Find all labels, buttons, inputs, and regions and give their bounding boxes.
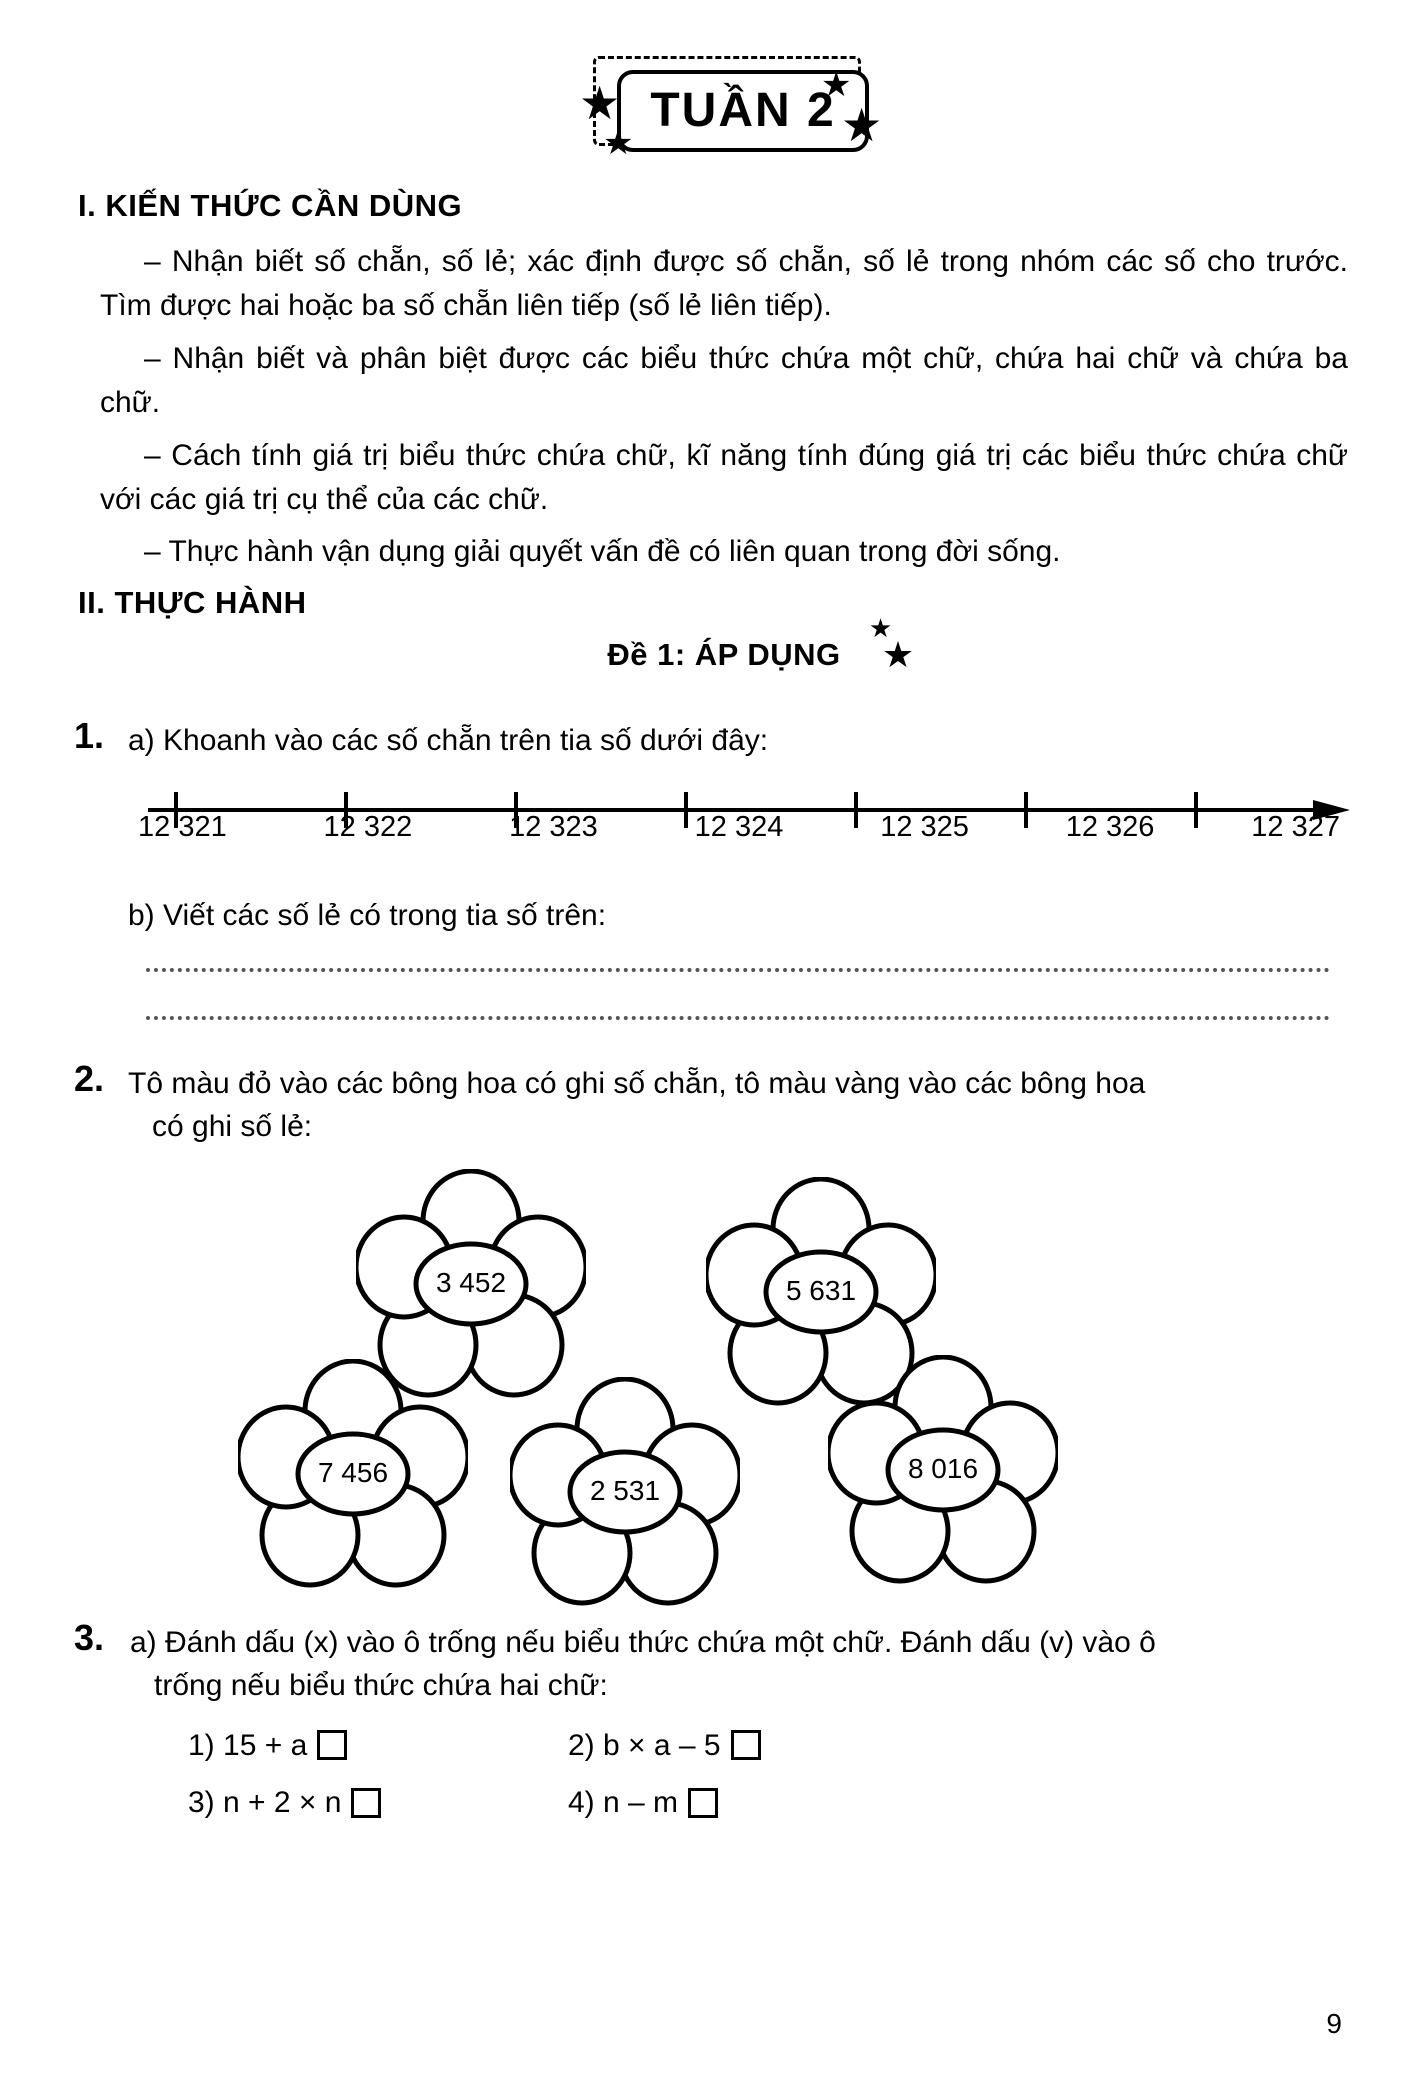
knowledge-bullet-3-text: – Cách tính giá trị biểu thức chứa chữ, kĩ năng tính đúng giá trị các biểu thức chứa chữ với các giá trị cụ thể của các chữ. (100, 438, 1348, 516)
exercise-2-body (100, 1062, 1348, 1603)
knowledge-bullet-4-text: – Thực hành vận dụng giải quyết vấn đề có liên quan trong đời sống. (144, 535, 1061, 569)
exercise-1-part-b-prompt: b) Viết các số lẻ có trong tia số trên: (128, 899, 607, 933)
flower-item[interactable] (828, 1355, 1058, 1585)
option-1[interactable] (188, 1724, 568, 1768)
exercise-3-prompt-line-1: a) Đánh dấu (x) vào ô trống nếu biểu thức chứa một chữ. Đánh dấu (v) vào ô (130, 1625, 1156, 1659)
option-1-label: 1) 15 + a (188, 1728, 308, 1762)
option-3-label: 3) n + 2 × n (188, 1786, 342, 1820)
page-number: 9 (1326, 2008, 1342, 2039)
week-title: TUẦN 2 (650, 84, 836, 137)
option-4-checkbox[interactable] (688, 1788, 718, 1818)
workbook-page (0, 48, 1426, 2096)
number-line-tick-label: 12 327 (1251, 811, 1340, 844)
flower-petals-icon (238, 1359, 468, 1589)
flower-group (128, 1163, 1348, 1603)
page-header (0, 48, 1426, 178)
number-line-tick-label: 12 326 (1065, 811, 1155, 844)
exercise-2-prompt-line-2: có ghi số lẻ: (152, 1110, 313, 1144)
star-icon: ★ (603, 124, 634, 162)
flower-item[interactable] (238, 1359, 468, 1589)
exercise-1 (74, 714, 1348, 1020)
star-icon: ★ (881, 633, 915, 675)
flower-value: 7 456 (317, 1457, 389, 1489)
star-icon: ★ (579, 77, 621, 129)
exercise-3 (74, 1616, 1348, 1825)
option-2-label: 2) b × a – 5 (568, 1728, 721, 1762)
knowledge-bullet-2 (100, 337, 1348, 426)
exercise-3-number: 3. (74, 1616, 105, 1658)
practice-subtitle (607, 612, 915, 675)
option-2-checkbox[interactable] (731, 1730, 761, 1760)
knowledge-bullet-1-text: – Nhận biết số chẵn, số lẻ; xác định được số chẵn, số lẻ trong nhóm các số cho trước. Tìm được hai hoặc ba số chẵn liên tiếp (số lẻ liên tiếp). (100, 245, 1348, 323)
option-1-checkbox[interactable] (317, 1730, 347, 1760)
knowledge-bullet-3 (100, 434, 1348, 523)
option-3-checkbox[interactable] (351, 1788, 381, 1818)
star-icon: ★ (821, 66, 852, 104)
practice-subtitle-row (100, 612, 1348, 693)
page-content (0, 188, 1426, 1825)
flower-value: 8 016 (907, 1453, 979, 1485)
answer-line-2[interactable] (146, 1016, 1330, 1020)
practice-subtitle-text: Đề 1: ÁP DỤNG (607, 636, 841, 672)
exercise-2-prompt-line-1: Tô màu đỏ vào các bông hoa có ghi số chẵn, tô màu vàng vào các bông hoa (128, 1066, 1146, 1100)
knowledge-bullet-4 (100, 530, 1348, 574)
number-line[interactable] (128, 774, 1348, 894)
exercise-3-prompt-line-2: trống nếu biểu thức chứa hai chữ: (154, 1669, 608, 1703)
exercise-1-number: 1. (74, 714, 105, 756)
star-icon: ★ (868, 612, 893, 643)
flower-value: 2 531 (589, 1475, 661, 1507)
exercise-1-part-a-prompt: a) Khoanh vào các số chẵn trên tia số dưới đây: (128, 723, 769, 757)
exercise-2-number: 2. (74, 1057, 105, 1099)
section-heading-knowledge: I. KIẾN THỨC CẦN DÙNG (78, 188, 463, 223)
option-3[interactable] (188, 1781, 568, 1825)
exercise-1-body (100, 719, 1348, 1020)
option-4[interactable] (568, 1781, 1348, 1825)
star-icon: ★ (841, 99, 883, 151)
number-line-tick-label: 12 321 (138, 811, 227, 844)
exercise-3-options (130, 1724, 1348, 1825)
flower-item[interactable] (510, 1377, 740, 1607)
flower-value: 3 452 (435, 1267, 507, 1299)
flower-petals-icon (828, 1355, 1058, 1585)
number-line-tick-label: 12 325 (880, 811, 969, 844)
knowledge-bullet-2-text: – Nhận biết và phân biệt được các biểu thức chứa một chữ, chứa hai chữ và chứa ba chữ. (100, 341, 1348, 420)
exercise-3-body (100, 1621, 1348, 1825)
option-2[interactable] (568, 1724, 1348, 1768)
number-line-tick-label: 12 323 (509, 811, 598, 844)
exercise-2 (74, 1057, 1348, 1603)
knowledge-bullet-1 (100, 240, 1348, 329)
week-badge (575, 56, 883, 166)
flower-value: 5 631 (785, 1275, 857, 1307)
number-line-tick-label: 12 322 (323, 811, 413, 844)
number-line-tick-label: 12 324 (694, 811, 784, 844)
flower-petals-icon (510, 1377, 740, 1607)
answer-line-1[interactable] (146, 968, 1330, 972)
option-4-label: 4) n – m (568, 1786, 679, 1820)
section-heading-practice: II. THỰC HÀNH (78, 584, 307, 620)
number-line-labels (128, 806, 1348, 848)
